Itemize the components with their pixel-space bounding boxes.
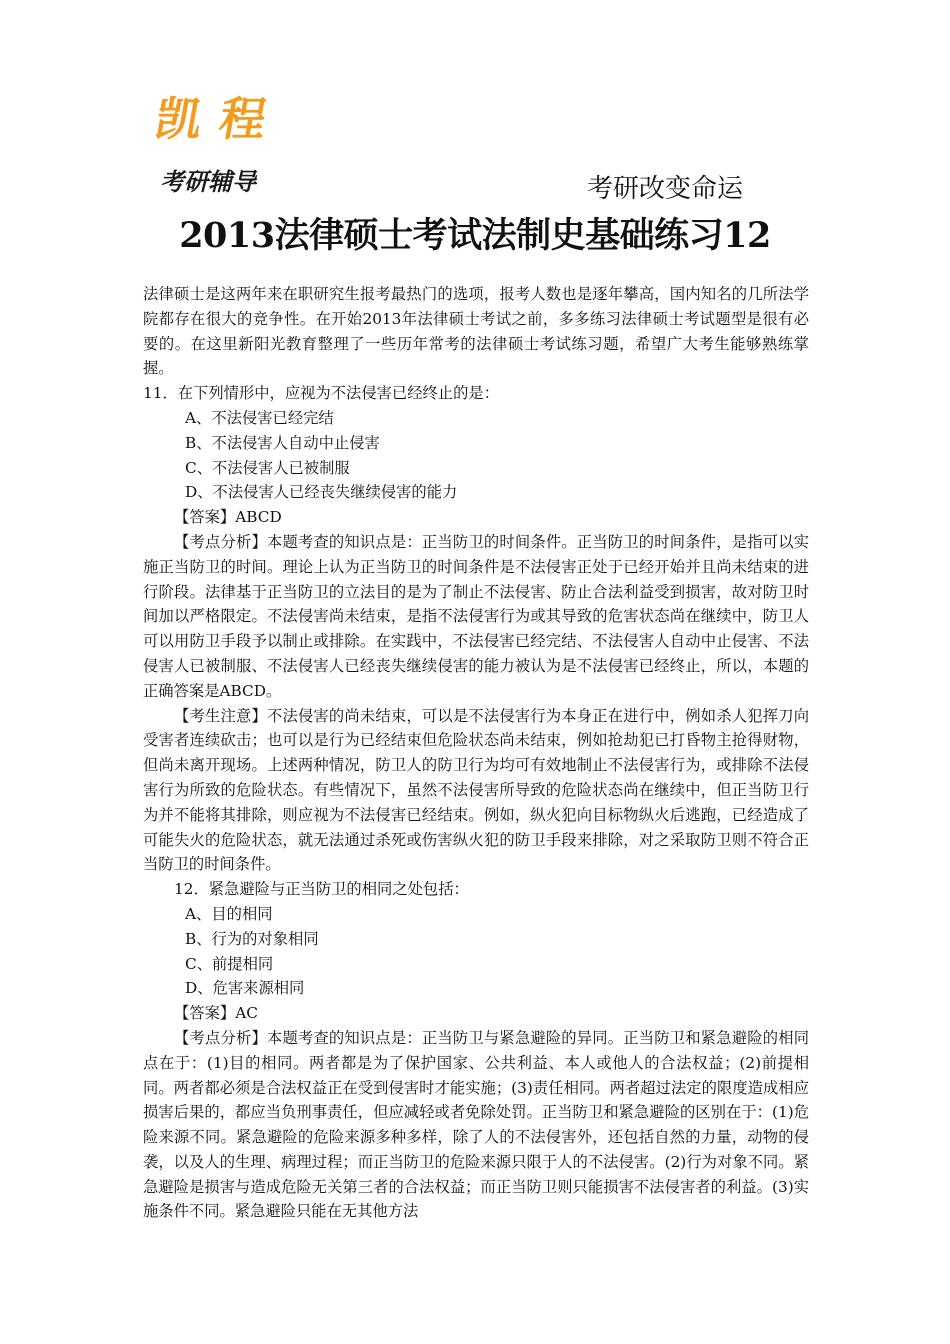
q11-option-d: D、不法侵害人已经丧失继续侵害的能力 xyxy=(185,483,458,502)
q12-analysis: 【考点分析】本题考查的知识点是：正当防卫与紧急避险的异同。正当防卫和紧急避险的相同点在于：(1)目的相同。两者都是为了保护国家、公共利益、本人或他人的合法权益；(2)前提相同。两者都必须是合法权益正在受到侵害时才能实施；(3)责任相同。两者超过法定的限度造成相应损害后果的，都应当负刑事责任，但应减轻或者免除处罚。正当防卫和紧急避险的区别在于：(1)危险来源不同。紧急避险的危险来源多种多样，除了人的不法侵害外，还包括自然的力量，动物的侵袭，以及人的生理、病理过程；而正当防卫的危险来源只限于人的不法侵害。(2)行为对象不同。紧急避险是损害与造成危险无关第三者的合法权益；而正当防卫则只能损害不法侵害者的利益。(3)实施条件不同。紧急避险只能在无其他方法 xyxy=(143,1028,809,1221)
q11-analysis: 【考点分析】本题考查的知识点是：正当防卫的时间条件。正当防卫的时间条件，是指可以实施正当防卫的时间。理论上认为正当防卫的时间条件是不法侵害正处于已经开始并且尚未结束的进行阶段。法律基于正当防卫的立法目的是为了制止不法侵害、防止合法利益受到损害，故对防卫时间加以严格限定。不法侵害尚未结束，是指不法侵害行为或其导致的危害状态尚在继续中，防卫人可以用防卫手段予以制止或排除。在实践中，不法侵害已经完结、不法侵害人自动中止侵害、不法侵害人已被制服、不法侵害人已经丧失继续侵害的能力被认为是不法侵害已经终止，所以，本题的正确答案是ABCD。 xyxy=(143,532,809,700)
q12-option-a: A、目的相同 xyxy=(185,904,273,923)
logo-brand-char: 程 xyxy=(215,92,269,146)
slogan: 考研改变命运 xyxy=(587,174,744,204)
q11-note: 【考生注意】不法侵害的尚未结束，可以是不法侵害行为本身正在进行中，例如杀人犯挥刀向受害者连续砍击；也可以是行为已经结束但危险状态尚未结束，例如抢劫犯已打昏物主抢得财物，但尚未离开现场。上述两种情况，防卫人的防卫行为均可有效地制止不法侵害行为，或排除不法侵害行为所致的危险状态。有些情况下，虽然不法侵害所导致的危险状态尚在继续中，但正当防卫行为并不能将其排除，则应视为不法侵害已经结束。例如，纵火犯向目标物纵火后逃跑，已经造成了可能失火的危险状态，就无法通过杀死或伤害纵火犯的防卫手段来排除，对之采取防卫则不符合正当防卫的时间条件。 xyxy=(143,706,809,874)
intro-paragraph: 法律硕士是这两年来在职研究生报考最热门的选项，报考人数也是逐年攀高，国内知名的几所法学院都存在很大的竞争性。在开始2013年法律硕士考试之前，多多练习法律硕士考试题型是很有必要的。在这里新阳光教育整理了一些历年常考的法律硕士考试练习题，希望广大考生能够熟练掌握。 xyxy=(143,285,809,378)
q11-option-a: A、不法侵害已经完结 xyxy=(185,408,334,427)
document-body xyxy=(143,282,809,1224)
q12-option-b: B、行为的对象相同 xyxy=(185,929,319,948)
q12-option-c: C、前提相同 xyxy=(185,954,274,973)
question-12: 12．紧急避险与正当防卫的相同之处包括： xyxy=(174,880,469,899)
q12-option-d: D、危害来源相同 xyxy=(185,979,305,998)
logo-subtitle: 考研辅导 xyxy=(160,168,256,196)
page-title: 2013法律硕士考试法制史基础练习12 xyxy=(179,215,771,256)
logo-mark xyxy=(152,82,300,162)
q11-answer: 【答案】ABCD xyxy=(174,508,282,527)
q11-option-c: C、不法侵害人已被制服 xyxy=(185,458,350,477)
question-11: 11．在下列情形中，应视为不法侵害已经终止的是： xyxy=(143,384,499,403)
logo-brand-char: 凯 xyxy=(151,92,205,146)
q11-option-b: B、不法侵害人自动中止侵害 xyxy=(185,433,380,452)
q12-answer: 【答案】AC xyxy=(174,1004,258,1023)
logo xyxy=(152,82,300,194)
